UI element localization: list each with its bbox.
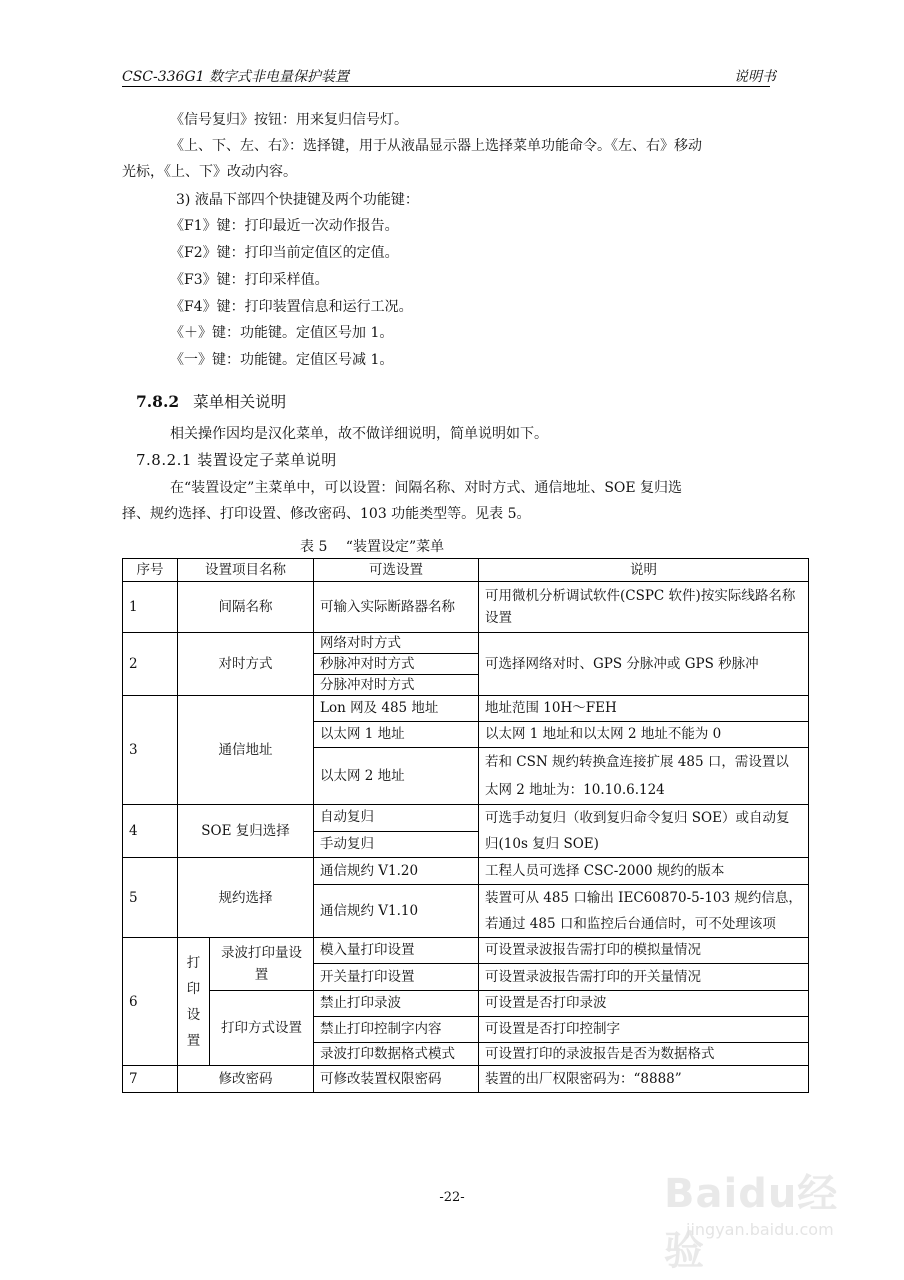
subsection-heading: 7.8.2.1 装置设定子菜单说明 <box>136 451 337 469</box>
row-desc: 可设置录波报告需打印的开关量情况 <box>479 964 809 991</box>
row-option: 秒脉冲对时方式 <box>314 654 479 675</box>
table-row <box>123 633 809 654</box>
paragraph-arrow-keys: 《上、下、左、右》：选择键，用于从液晶显示器上选择菜单功能命令。《左、右》移动 <box>170 138 702 154</box>
settings-table <box>122 558 809 1093</box>
row-option: 录波打印数据格式模式 <box>314 1043 479 1066</box>
header-rule <box>122 86 770 87</box>
table-row <box>123 858 809 885</box>
row-option: 通信规约 V1.20 <box>314 858 479 885</box>
row-no: 2 <box>123 633 178 696</box>
section-number: 7.8.2 <box>136 392 180 411</box>
row-option: 通信规约 V1.10 <box>314 885 479 938</box>
paragraph-arrow-keys-cont: 光标，《上、下》改动内容。 <box>122 164 297 180</box>
row-desc: 若和 CSN 规约转换盒连接扩展 485 口，需设置以太网 2 地址为：10.10.6.124 <box>479 748 809 805</box>
row-option: 手动复归 <box>314 831 479 858</box>
paragraph-f3: 《F3》键：打印采样值。 <box>170 272 329 288</box>
row-desc: 可用微机分析调试软件(CSPC 软件)按实际线路名称设置 <box>479 582 809 633</box>
row-desc: 工程人员可选择 CSC-2000 规约的版本 <box>479 858 809 885</box>
row-name: 间隔名称 <box>178 582 314 633</box>
row-desc: 地址范围 10H～FEH <box>479 696 809 722</box>
table-row <box>123 991 809 1017</box>
header-doc-type: 说明书 <box>734 69 776 85</box>
row-name: 通信地址 <box>178 696 314 805</box>
section-heading <box>136 390 286 412</box>
paragraph-f1: 《F1》键：打印最近一次动作报告。 <box>170 218 399 234</box>
row-name: 修改密码 <box>178 1066 314 1093</box>
row-option: 禁止打印录波 <box>314 991 479 1017</box>
row-option: 禁止打印控制字内容 <box>314 1017 479 1043</box>
row-name: SOE 复归选择 <box>178 805 314 858</box>
header-cell-options: 可选设置 <box>314 559 479 582</box>
paragraph-settings-cont: 择、规约选择、打印设置、修改密码、103 功能类型等。见表 5。 <box>122 506 531 522</box>
row-no: 7 <box>123 1066 178 1093</box>
paragraph-menu-intro: 相关操作因均是汉化菜单，故不做详细说明，简单说明如下。 <box>170 426 548 442</box>
header-cell-name: 设置项目名称 <box>178 559 314 582</box>
watermark-logo: Baidu经验 <box>664 1171 839 1274</box>
row-subgroup: 录波打印量设置 <box>210 938 314 991</box>
baidu-watermark <box>656 1160 856 1274</box>
row-subgroup: 打印方式设置 <box>210 991 314 1066</box>
paragraph-shortcut-keys: 3) 液晶下部四个快捷键及两个功能键： <box>176 192 419 208</box>
header-title: CSC-336G1 数字式非电量保护装置 <box>122 69 350 85</box>
table-header-row <box>123 559 809 582</box>
paragraph-f4: 《F4》键：打印装置信息和运行工况。 <box>170 299 413 315</box>
row-option: 以太网 2 地址 <box>314 748 479 805</box>
row-no: 6 <box>123 938 178 1066</box>
row-name: 规约选择 <box>178 858 314 938</box>
paragraph-minus-key: 《一》键：功能键。定值区号减 1。 <box>170 352 394 368</box>
watermark-url: jingyan.baidu.com <box>686 1220 834 1239</box>
row-option: 模入量打印设置 <box>314 938 479 964</box>
section-title: 菜单相关说明 <box>193 393 287 411</box>
print-settings-group <box>178 938 210 1066</box>
row-desc: 可选择网络对时、GPS 分脉冲或 GPS 秒脉冲 <box>479 633 809 696</box>
row-desc: 可设置录波报告需打印的模拟量情况 <box>479 938 809 964</box>
paragraph-f2: 《F2》键：打印当前定值区的定值。 <box>170 245 399 261</box>
row-option: 网络对时方式 <box>314 633 479 654</box>
table-caption: 表 5 “装置设定”菜单 <box>300 539 445 555</box>
row-option: 自动复归 <box>314 805 479 832</box>
row-option: 分脉冲对时方式 <box>314 675 479 696</box>
row-no: 1 <box>123 582 178 633</box>
paragraph-plus-key: 《＋》键：功能键。定值区号加 1。 <box>170 325 394 341</box>
page-number: -22- <box>439 1190 465 1205</box>
row-option: Lon 网及 485 地址 <box>314 696 479 722</box>
paragraph-settings: 在“装置设定”主菜单中，可以设置：间隔名称、对时方式、通信地址、SOE 复归选 <box>170 480 683 496</box>
row-desc: 可选手动复归（收到复归命令复归 SOE）或自动复归(10s 复归 SOE) <box>479 805 809 858</box>
table-row <box>123 582 809 633</box>
table-row <box>123 938 809 964</box>
header-cell-desc: 说明 <box>479 559 809 582</box>
row-option: 可输入实际断路器名称 <box>314 582 479 633</box>
row-desc: 装置的出厂权限密码为：“8888” <box>479 1066 809 1093</box>
header-cell-no: 序号 <box>123 559 178 582</box>
row-desc: 可设置是否打印录波 <box>479 991 809 1017</box>
table-row <box>123 1066 809 1093</box>
row-option: 开关量打印设置 <box>314 964 479 991</box>
table-row <box>123 696 809 722</box>
row-no: 3 <box>123 696 178 805</box>
row-desc: 装置可从 485 口输出 IEC60870-5-103 规约信息，若通过 485 口和监控后台通信时，可不处理该项 <box>479 885 809 938</box>
row-option: 以太网 1 地址 <box>314 722 479 748</box>
row-desc: 以太网 1 地址和以太网 2 地址不能为 0 <box>479 722 809 748</box>
row-desc: 可设置打印的录波报告是否为数据格式 <box>479 1043 809 1066</box>
row-name: 对时方式 <box>178 633 314 696</box>
row-no: 5 <box>123 858 178 938</box>
table-row <box>123 805 809 832</box>
row-no: 4 <box>123 805 178 858</box>
print-settings-group-label: 打印设置 <box>186 954 201 1049</box>
row-option: 可修改装置权限密码 <box>314 1066 479 1093</box>
paragraph-signal-reset: 《信号复归》按钮：用来复归信号灯。 <box>170 112 408 128</box>
row-desc: 可设置是否打印控制字 <box>479 1017 809 1043</box>
